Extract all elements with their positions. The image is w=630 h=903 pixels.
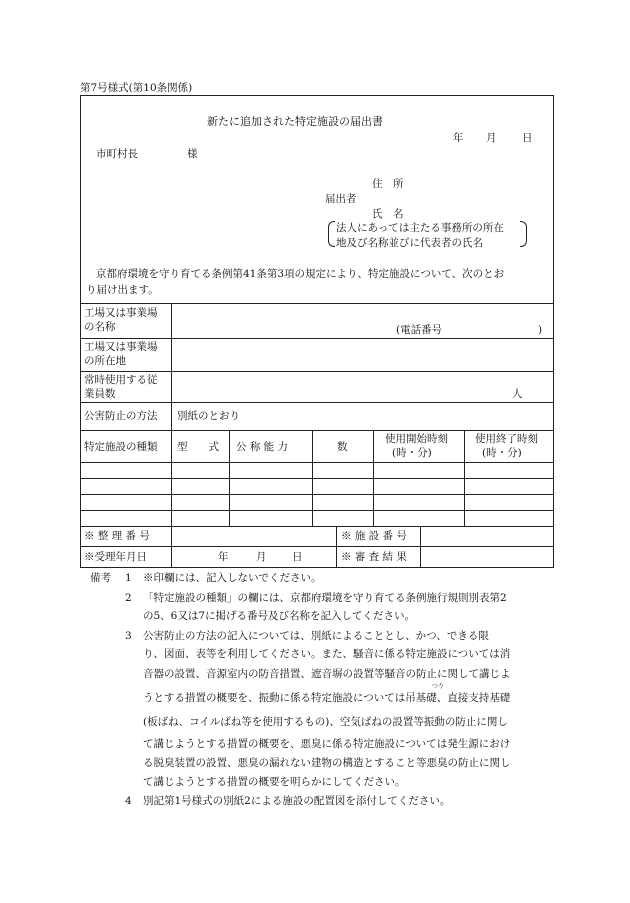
employees-unit: 人 bbox=[512, 388, 523, 400]
note-4-number: 4 bbox=[125, 795, 132, 807]
applicant-address-label: 住 所 bbox=[372, 178, 404, 190]
table-col-rule bbox=[229, 430, 230, 526]
bracket-left bbox=[328, 221, 335, 247]
addressee-name: 市町村長 bbox=[96, 148, 138, 160]
table-col-rule bbox=[373, 430, 374, 526]
date-day-label: 日 bbox=[522, 132, 533, 144]
note-2-line1: 「特定施設の種類」の欄には、京都府環境を守り育てる条例施行規則別表第2 bbox=[143, 592, 507, 604]
body-text-line2: り届け出ます。 bbox=[86, 284, 159, 296]
header-capacity: 公 称 能 力 bbox=[236, 441, 289, 453]
receipt-date-label: ※受理年月日 bbox=[84, 551, 147, 563]
header-end-time-1: 使用終了時刻 bbox=[475, 433, 538, 445]
phone-label: (電話番号 bbox=[396, 324, 443, 336]
bracket-right bbox=[520, 221, 527, 247]
header-facility-type: 特定施設の種類 bbox=[84, 441, 158, 453]
table-rule bbox=[80, 371, 554, 372]
date-month-label: 月 bbox=[486, 132, 497, 144]
table-col-rule bbox=[420, 526, 421, 568]
employees-label-2: 業員数 bbox=[84, 388, 116, 400]
note-3-line8: て講じようとする措置の概要を明らかにしてください。 bbox=[143, 776, 406, 788]
receipt-day-label: 日 bbox=[292, 551, 303, 563]
table-rule bbox=[80, 402, 554, 403]
header-count: 数 bbox=[337, 441, 348, 453]
note-4-text: 別記第1号様式の別紙2による施設の配置図を添付してください。 bbox=[143, 795, 451, 807]
note-3-line6: て講じようとする措置の概要を、悪臭に係る特定施設については発生源におけ bbox=[143, 738, 511, 750]
table-rule bbox=[80, 338, 554, 339]
table-rule bbox=[80, 303, 554, 304]
note-2-line2: の5、6又は7に掲げる番号及び名称を記入してください。 bbox=[143, 610, 416, 622]
note-1-text: ※印欄には、記入しないでください。 bbox=[143, 572, 322, 584]
review-result-label: ※ 審 査 結 果 bbox=[341, 551, 407, 563]
table-col-rule bbox=[171, 303, 172, 568]
table-col-rule bbox=[464, 430, 465, 526]
factory-name-label-1: 工場又は事業場 bbox=[84, 307, 158, 319]
table-rule bbox=[80, 462, 554, 463]
table-rule bbox=[80, 494, 554, 495]
form-number: 第7号様式(第10条関係) bbox=[80, 82, 193, 94]
note-3-line3: 音器の設置、音源室内の防音措置、遮音塀の設置等騒音の防止に関して講じよ bbox=[143, 668, 511, 680]
employees-label-1: 常時使用する従 bbox=[84, 374, 158, 386]
header-start-time-1: 使用開始時刻 bbox=[385, 433, 448, 445]
facility-number-label: ※ 施 設 番 号 bbox=[341, 530, 407, 542]
applicant-label: 届出者 bbox=[325, 193, 357, 205]
note-1-number: 1 bbox=[125, 572, 132, 584]
factory-location-label-1: 工場又は事業場 bbox=[84, 341, 158, 353]
factory-name-label-2: の名称 bbox=[84, 321, 116, 333]
note-3-number: 3 bbox=[125, 630, 132, 642]
ref-number-label: ※ 整 理 番 号 bbox=[84, 530, 150, 542]
body-text-line1: 京都府環境を守り育てる条例第41条第3項の規定により、特定施設について、次のとお bbox=[96, 268, 505, 280]
notes-heading: 備考 bbox=[90, 572, 111, 584]
note-3-line5: (板ばね、コイルばね等を使用するもの)、空気ばねの設置等振動の防止に関し bbox=[143, 716, 508, 728]
form-frame bbox=[80, 95, 554, 568]
note-3-ruby: つり bbox=[432, 683, 445, 690]
applicant-note-line2: 地及び名称並びに代表者の氏名 bbox=[336, 237, 483, 249]
note-3-line4: うとする措置の概要を、振動に係る特定施設については吊基礎、直接支持基礎 bbox=[143, 692, 511, 704]
header-end-time-2: (時・分) bbox=[482, 447, 522, 459]
table-rule bbox=[80, 478, 554, 479]
note-2-number: 2 bbox=[125, 592, 132, 604]
applicant-note-line1: 法人にあっては主たる事務所の所在 bbox=[336, 222, 504, 234]
note-3-line2: り、図面、表等を利用してください。また、騒音に係る特定施設については消 bbox=[143, 648, 511, 660]
date-year-label: 年 bbox=[453, 132, 464, 144]
table-rule bbox=[80, 526, 554, 527]
pollution-label: 公害防止の方法 bbox=[84, 410, 158, 422]
form-title: 新たに追加された特定施設の届出書 bbox=[207, 115, 383, 128]
header-start-time-2: (時・分) bbox=[392, 447, 432, 459]
note-3-line7: る脱臭装置の設置、悪臭の漏れない建物の構造とすること等悪臭の防止に関し bbox=[143, 757, 511, 769]
table-rule bbox=[80, 430, 554, 431]
receipt-month-label: 月 bbox=[256, 551, 267, 563]
note-3-line1: 公害防止の方法の記入については、別紙によることとし、かつ、できる限 bbox=[143, 630, 489, 642]
factory-location-label-2: の所在地 bbox=[84, 355, 126, 367]
table-col-rule bbox=[312, 430, 313, 526]
pollution-value: 別紙のとおり bbox=[177, 410, 240, 422]
applicant-name-label: 氏 名 bbox=[372, 208, 404, 220]
receipt-year-label: 年 bbox=[218, 551, 229, 563]
addressee-honorific: 様 bbox=[187, 148, 198, 160]
table-col-rule bbox=[336, 526, 337, 568]
table-rule bbox=[80, 546, 554, 547]
table-rule bbox=[80, 510, 554, 511]
header-model: 型 式 bbox=[177, 441, 219, 453]
phone-close: ) bbox=[538, 324, 543, 336]
